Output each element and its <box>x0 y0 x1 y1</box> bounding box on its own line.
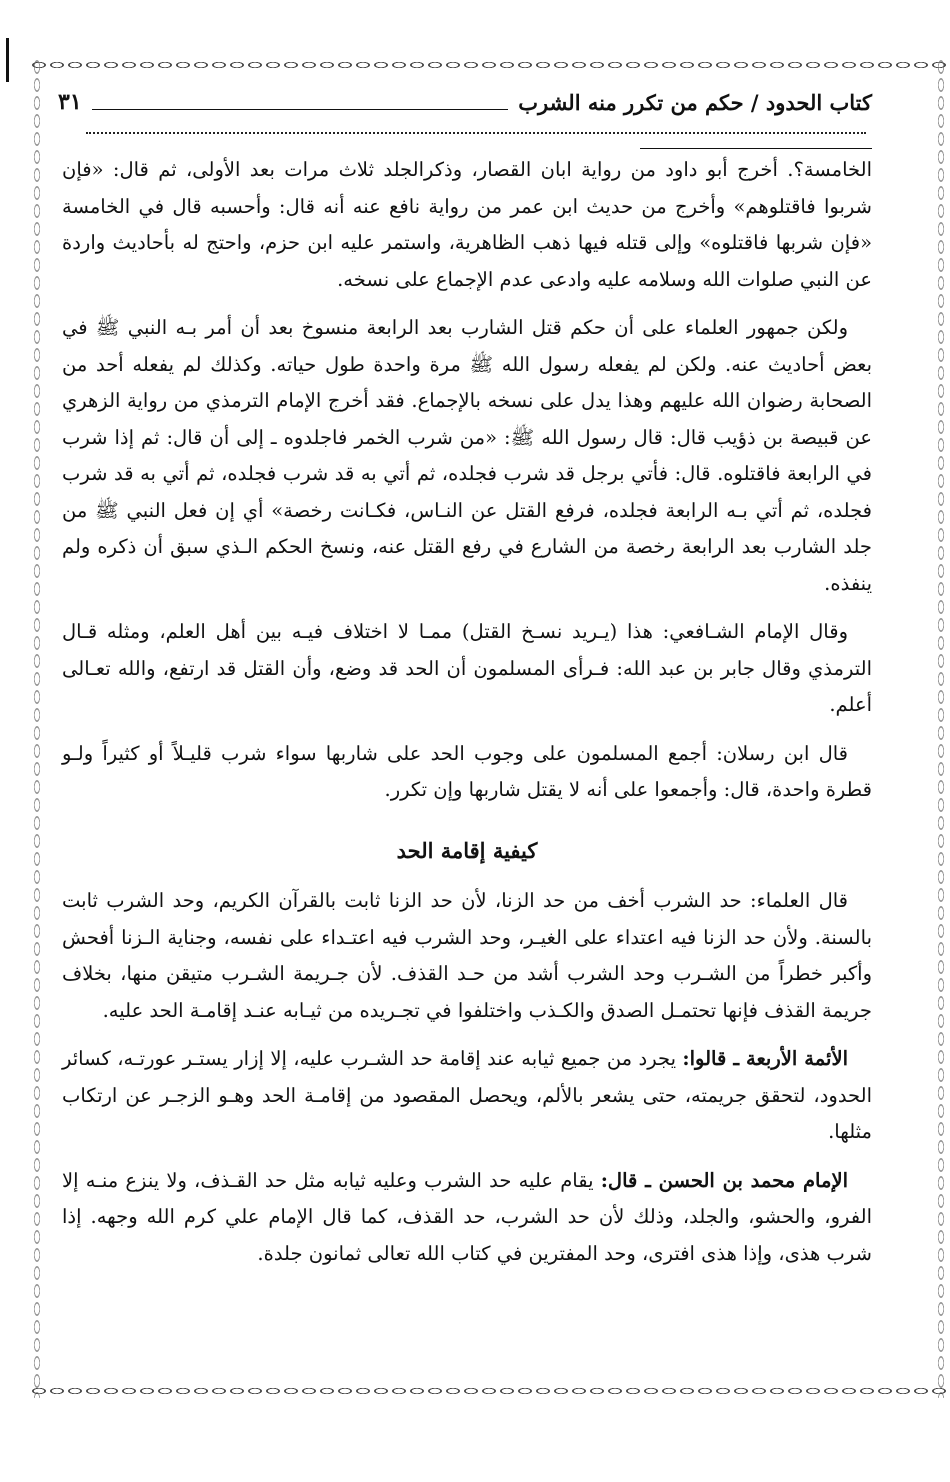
header-rule <box>92 95 509 110</box>
ornamental-border-bottom <box>30 1384 948 1398</box>
paragraph-3 <box>62 614 872 724</box>
header-dotted-rule <box>86 122 866 134</box>
paragraph-text: يقام عليه حد الشرب وعليه ثيابه مثل حد القـذف، ولا ينزع منـه إلا الفرو، والحشو، والجلد، وذلك لأن حد الشرب، حد القذف، كما قال الإمام علي كرم الله وجهه. إذا شرب هذى، وإذا هذى افترى، وحد المفترين في كتاب الله تعالى ثمانون جلدة. <box>62 1168 872 1265</box>
ornamental-border-left <box>30 58 44 1398</box>
section-heading: كيفية إقامة الحد <box>396 837 538 863</box>
page-body <box>62 152 872 1284</box>
ornamental-border-right <box>934 58 948 1398</box>
paragraph-text: قال ابن رسلان: أجمع المسلمون على وجوب الحد على شاربها سواء شرب قليـلاً أو كثيراً ولـو قطرة واحدة، قال: وأجمعوا على أنه لا يقتل شاربها وإن تكرر. <box>62 741 872 801</box>
scan-edge-mark <box>6 38 9 82</box>
paragraph-text: وقال الإمام الشـافعي: هذا (يـريد نسـخ القتل) ممـا لا اختلاف فيـه بين أهل العلم، ومثله قـال الترمذي وقال جابر بن عبد الله: فـرأى المسلمون أن الحد قد وضع، وأن القتل قد ارتفع، والله تعـالى أعلم. <box>62 620 872 716</box>
paragraph-4 <box>62 736 872 809</box>
paragraph-text: قال العلماء: حد الشرب أخف من حد الزنا، لأن حد الزنا ثابت بالقرآن الكريم، وحد الشرب ثابت بالسنة. ولأن حد الزنا فيه اعتداء على الغيـر، وحد الشرب فيه اعتـداء على نفسه، وجناية الـزنا أفحش وأكبر خطراً من الشـرب وحد الشرب أشد من حـد القذف. لأن جـريمة الشـرب متيقن منها، بخلاف جريمة القذف فإنها تحتمـل الصدق والكـذب واختلفوا في تجـريده من ثيـابه عنـد إقامـة الحد عليه. <box>62 889 872 1022</box>
paragraph-6 <box>62 1041 872 1151</box>
paragraph-text: ولكن جمهور العلماء على أن حكم قتل الشارب بعد الرابعة منسوخ بعد أن أمر بـه النبي ﷺ في بعض أحاديث عنه. ولكن لم يفعله رسول الله ﷺ مرة واحدة طول حياته. وكذلك لم يفعله أحد من الصحابة رضوان الله عليهم وهذا يدل على نسخه بالإجماع. فقد أخرج الإمام الترمذي من رواية الزهري عن قبيصة بن ذؤيب قال: قال رسول الله ﷺ: «من شرب الخمر فاجلدوه ـ إلى أن قال: ثم إذا شرب في الرابعة فاقتلوه. قال: فأتي برجل قد شرب فجلده، ثم أتي به قد شرب فجلده، ثم أتي به قد شرب فجلده، ثم أتي بـه الرابعة فجلده، فرفع القتل عن النـاس، فكـانت رخصة» أي إن فعل النبي ﷺ من جلد الشارب بعد الرابعة رخصة من الشارع في رفع القتل عنه، ونسخ الحكم الـذي سبق أن ذكره ولم ينفذه. <box>62 316 872 595</box>
header-title: كتاب الحدود / حكم من تكرر منه الشرب <box>518 89 872 115</box>
ornamental-border-top <box>30 58 948 72</box>
paragraph-text: يجرد من جميع ثيابه عند إقامة حد الشـرب عليه، إلا إزار يستـر عورتـه، كسائر الحدود، لتحقق جريمته، حتى يشعر بالألم، ويحصل المقصود من إقامـة الحد وهـو الزجـر عن ارتكاب مثلها. <box>62 1047 872 1143</box>
paragraph-text: الخامسة؟. أخرج أبو داود من رواية ابان القصار، وذكرالجلد ثلاث مرات بعد الأولى، ثم قال: «فإن شربوا فاقتلوهم» وأخرج من حديث ابن عمر من رواية نافع عنه أنه قال: وأحسبه قال في الخامسة «فإن شربها فاقتلوه» وإلى قتله فيها ذهب الظاهرية، واستمر عليه ابن حزم، واحتج له بأحاديث واردة عن النبي صلوات الله وسلامه عليه وادعى عدم الإجماع على نسخه. <box>62 158 872 291</box>
continuation-rule <box>640 148 872 149</box>
paragraph-2 <box>62 310 872 602</box>
paragraph-lead: الأئمة الأربعة ـ قالوا: <box>682 1047 848 1070</box>
page-number: ٣١ <box>58 89 82 115</box>
paragraph-lead: الإمام محمد بن الحسن ـ قال: <box>600 1168 848 1192</box>
paragraph-1 <box>62 152 872 298</box>
paragraph-5 <box>62 883 872 1029</box>
running-header <box>58 84 872 120</box>
paragraph-7 <box>62 1163 872 1273</box>
